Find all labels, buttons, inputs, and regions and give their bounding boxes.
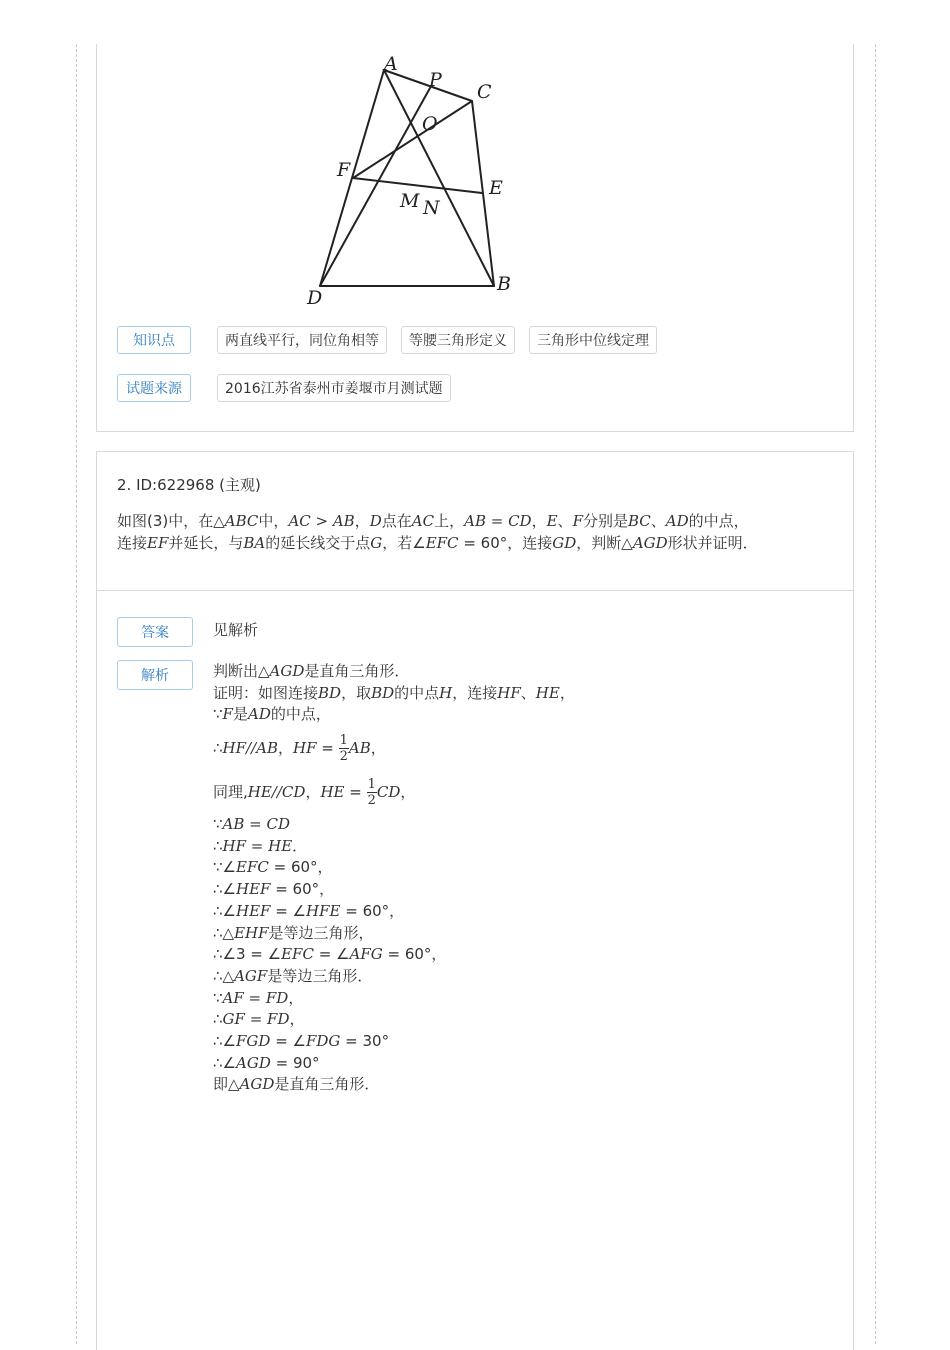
text-run: 是等边三角形． [267,966,373,985]
text-run: ∴∠3 = ∠ [213,945,282,964]
solution-line [213,814,833,836]
math-run: AC > AB [288,512,355,530]
text-run: = 60°， [340,901,405,920]
answer-label: 答案 [117,617,193,647]
text-run: 形状并证明． [667,534,758,552]
text-run: ，判断△ [576,534,633,552]
previous-question-card [96,44,854,432]
point-label-M: M [400,190,420,212]
solution-label: 解析 [117,660,193,690]
text-run: ∴ [213,1010,223,1029]
fraction-denominator: 2 [367,793,376,809]
math-run: HF = HE [222,836,293,855]
fraction-numerator: 1 [367,777,376,793]
text-run: 分别是 [582,512,628,530]
text-run: ∴ [213,739,223,758]
text-run: 的延长线交于点 [265,534,371,552]
geometry-diagram [207,44,527,319]
text-run: ∴ [213,836,223,855]
point-label-B: B [497,273,511,295]
text-run: ∴∠ [213,880,236,899]
math-run: FDG [305,1031,341,1050]
math-run: EHF [234,923,269,942]
math-run: ABC [224,512,259,530]
right-dashed-guide [875,44,876,1344]
segment-DP [320,88,430,286]
point-label-P: P [429,69,442,91]
solution-line [213,661,833,683]
solution-line [213,879,833,901]
text-run: = 60°， [382,945,447,964]
text-run: 判断出△ [213,662,270,680]
math-run: HE [535,683,560,702]
text-run: ， [354,512,370,530]
text-run: ， [289,1010,305,1029]
math-run: E [546,512,558,530]
text-run: 、 [520,683,536,702]
math-run: AGD [632,534,668,552]
math-run: HF [293,739,317,758]
text-run: ，若∠ [382,534,426,552]
solution-line [213,1074,833,1096]
geometry-figure [207,44,527,319]
point-label-C: C [477,81,492,103]
fraction-denominator: 2 [339,749,348,765]
question-line-2 [117,532,837,554]
text-run: 、 [557,512,573,530]
math-run: HE//CD [247,783,306,802]
math-run: AD [665,512,689,530]
text-run: 如图(3)中，在△ [117,512,225,530]
math-run: F [572,512,583,530]
source-label: 试题来源 [117,374,191,402]
math-run: EFC [236,858,269,877]
point-label-N: N [423,197,440,219]
text-run: = ∠ [270,901,307,920]
math-run: EF [147,534,169,552]
text-run: 即△ [213,1075,240,1094]
text-run: ∴∠ [213,1053,236,1072]
text-run: ∵ [213,815,223,834]
fraction [339,733,349,764]
math-run: BA [243,534,266,552]
solution-line [213,1031,833,1053]
solution-line [213,836,833,858]
question-header: 2. ID:622968 (主观) [117,476,261,494]
solution-line [213,770,833,814]
math-run: CD [376,783,401,802]
point-label-F: F [337,159,351,181]
text-run: 同理, [213,783,248,802]
text-run: 上， [434,512,465,530]
solution-line [213,1053,833,1075]
solution-line [213,966,833,988]
math-run: AC [411,512,435,530]
text-run: ∵ [213,988,223,1007]
solution-line [213,1009,833,1031]
text-run: 是 [232,705,248,724]
solution-line [213,923,833,945]
text-run: ， [305,783,321,802]
math-run: AB = CD [222,815,291,834]
text-run: ∵∠ [213,858,236,877]
text-run: = 90° [270,1053,320,1072]
text-run: ， [370,739,386,758]
solution-line [213,988,833,1010]
text-run: = ∠ [313,945,350,964]
text-run: 的中点 [394,683,440,702]
knowledge-tag-midline[interactable]: 三角形中位线定理 [529,326,657,354]
math-run: HF//AB [222,739,278,758]
math-run: AFG [349,945,383,964]
text-run: ， [531,512,547,530]
question-card [96,451,854,591]
math-run: AGF [234,966,268,985]
math-run: AD [247,705,271,724]
fraction-numerator: 1 [339,733,348,749]
solution-line [213,726,833,770]
solution-line [213,857,833,879]
text-run: = [344,783,367,802]
source-row [117,374,465,402]
math-run: D [369,512,382,530]
point-label-D: D [307,287,323,309]
math-run: BC [628,512,651,530]
text-run: ， [288,988,304,1007]
text-run: ∵ [213,705,223,724]
text-run: = 60°， [270,880,335,899]
text-run: ∴△ [213,923,235,942]
text-run: 点在 [381,512,412,530]
point-label-A: A [384,53,398,75]
text-run: 连接 [117,534,148,552]
text-run: ，取 [341,683,372,702]
point-label-E: E [489,177,503,199]
solution-line [213,683,833,705]
math-run: HE [320,783,345,802]
math-run: HEF [236,880,271,899]
solution-line [213,704,833,726]
text-run: ，连接 [452,683,498,702]
text-run: = 60°， [268,858,333,877]
text-run: 并延长，与 [168,534,244,552]
solution-line [213,901,833,923]
knowledge-tag-parallel-lines[interactable]: 两直线平行，同位角相等 [217,326,387,354]
solution-body [213,661,833,1096]
text-run: ． [292,836,308,855]
math-run: GD [552,534,577,552]
math-run: HF [497,683,521,702]
text-run: ∴∠ [213,1031,236,1050]
left-dashed-guide [76,44,77,1344]
text-run: 中， [258,512,289,530]
text-run: 是直角三角形． [304,662,410,680]
text-run: 是等边三角形， [268,923,374,942]
math-run: HFE [306,901,341,920]
math-run: G [370,534,383,552]
question-body [117,510,837,554]
solution-line [213,944,833,966]
math-run: GF = FD [222,1010,290,1029]
point-label-O: O [422,113,438,135]
text-run: = 30° [340,1031,390,1050]
knowledge-tag-isosceles[interactable]: 等腰三角形定义 [401,326,515,354]
math-run: H [439,683,453,702]
text-run: = [316,739,339,758]
math-run: AB [348,739,371,758]
math-run: F [222,705,233,724]
math-run: FGD [236,1031,271,1050]
text-run: 、 [650,512,666,530]
text-run: 证明：如图连接 [213,683,319,702]
source-tag[interactable]: 2016江苏省泰州市姜堰市月测试题 [217,374,451,402]
math-run: AGD [239,1075,275,1094]
text-run: ， [278,739,294,758]
text-run: ， [559,683,575,702]
text-run: = ∠ [270,1031,306,1050]
math-run: AGD [236,1053,271,1072]
math-run: BD [371,683,395,702]
math-run: EFC [425,534,459,552]
math-run: EFC [281,945,314,964]
text-run: ∴∠ [213,901,236,920]
text-run: 是直角三角形． [274,1075,380,1094]
fraction [367,777,377,808]
math-run: BD [318,683,342,702]
text-run: ∴△ [213,966,235,985]
text-run: ， [400,783,416,802]
question-line-1 [117,510,837,532]
text-run: 的中点， [688,512,749,530]
answer-text: 见解析 [213,621,259,639]
knowledge-points-label: 知识点 [117,326,191,354]
text-run: 的中点， [270,705,331,724]
math-run: AF = FD [222,988,289,1007]
math-run: AB = CD [464,512,532,530]
math-run: AGD [269,662,305,680]
text-run: = 60°，连接 [458,534,553,552]
math-run: HEF [236,901,271,920]
answer-card [96,590,854,1350]
knowledge-points-row [117,326,671,354]
